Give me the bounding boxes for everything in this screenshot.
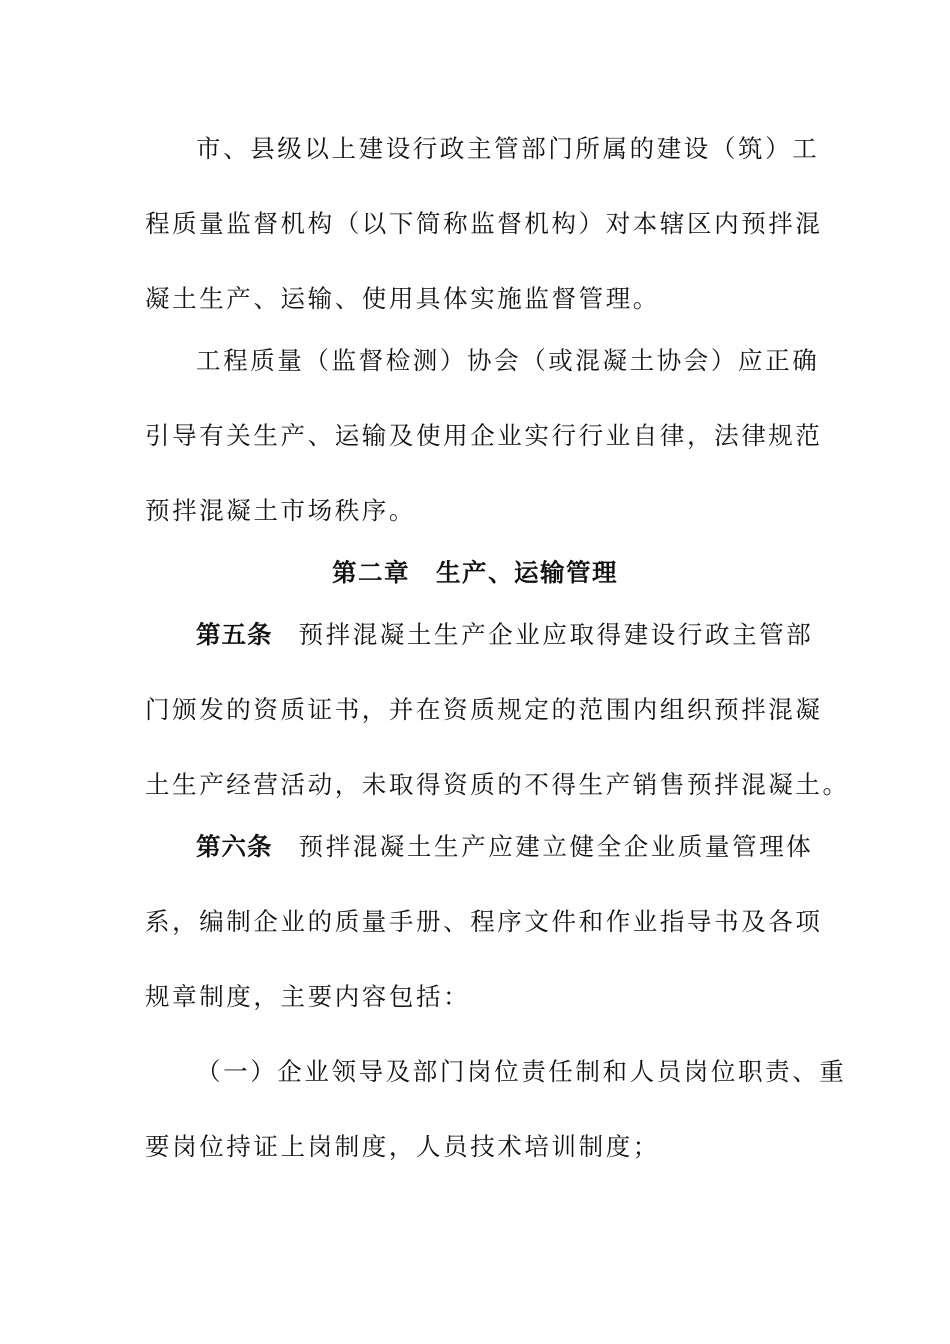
body-line-2: 程质量监督机构（以下简称监督机构）对本辖区内预拌混 <box>145 209 823 238</box>
item-1-line-2: 要岗位持证上岗制度，人员技术培训制度； <box>145 1132 660 1161</box>
body-line-1: 市、县级以上建设行政主管部门所属的建设（筑）工 <box>196 134 820 163</box>
body-line-4: 工程质量（监督检测）协会（或混凝土协会）应正确 <box>196 346 820 375</box>
article-5-label: 第五条 <box>196 620 273 649</box>
article-5-line-3: 土生产经营活动，未取得资质的不得生产销售预拌混凝土。 <box>145 770 850 799</box>
body-line-3: 凝土生产、运输、使用具体实施监督管理。 <box>145 284 660 313</box>
article-5-text-1: 预拌混凝土生产企业应取得建设行政主管部 <box>298 620 814 649</box>
article-5-line-1 <box>196 619 813 651</box>
article-6-text-1: 预拌混凝土生产应建立健全企业质量管理体 <box>298 832 814 861</box>
chapter-heading: 第二章 生产、运输管理 <box>332 558 618 587</box>
article-6-label: 第六条 <box>196 832 273 861</box>
item-1-line-1: （一）企业领导及部门岗位责任制和人员岗位职责、重 <box>196 1057 847 1086</box>
article-6-line-3: 规章制度，主要内容包括： <box>145 982 471 1011</box>
body-line-5: 引导有关生产、运输及使用企业实行行业自律，法律规范 <box>145 421 823 450</box>
article-6-line-2: 系，编制企业的质量手册、程序文件和作业指导书及各项 <box>145 907 823 936</box>
body-line-6: 预拌混凝土市场秩序。 <box>145 496 416 525</box>
article-5-line-2: 门颁发的资质证书，并在资质规定的范围内组织预拌混凝 <box>145 695 823 724</box>
article-6-line-1 <box>196 831 813 863</box>
